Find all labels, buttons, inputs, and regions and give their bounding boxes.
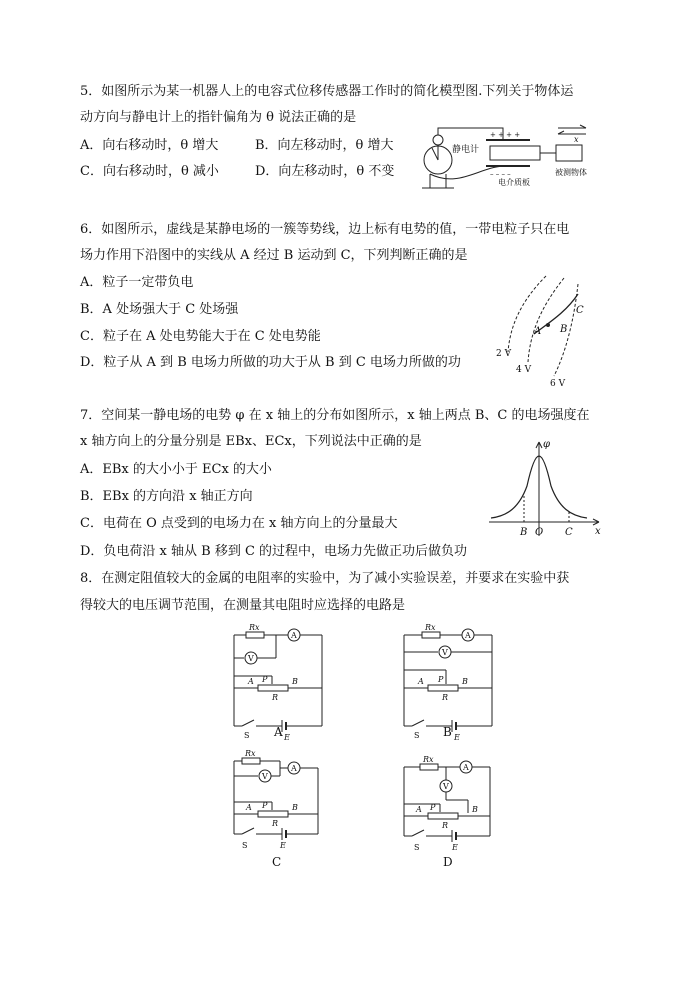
q8-circuit-b[interactable]	[398, 622, 498, 740]
pa-label: A	[416, 805, 422, 814]
q8-circuit-d[interactable]	[398, 750, 498, 868]
rx-label: Rx	[249, 623, 260, 632]
e-label: E	[284, 733, 290, 742]
pp-label: P	[430, 803, 436, 812]
voltmeter-label: V	[248, 654, 254, 663]
q7-stem-line2: x 轴方向上的分量分别是 EBx、ECx，下列说法中正确的是	[80, 434, 422, 449]
q6-stem-line1: 6．如图所示，虚线是某静电场的一簇等势线，边上标有电势的值，一带电粒子只在电	[80, 222, 570, 237]
q8-circuit-c[interactable]	[228, 750, 328, 868]
pb-label: B	[462, 677, 468, 686]
q8-caption-a: A	[274, 725, 283, 739]
pa-label: A	[418, 677, 424, 686]
q7-option-b[interactable]: B．EBx 的方向沿 x 轴正方向	[80, 489, 253, 504]
q7-option-c[interactable]: C．电荷在 O 点受到的电场力在 x 轴方向上的分量最大	[80, 516, 398, 531]
q5-option-d[interactable]: D．向左移动时，θ 不变	[255, 164, 395, 179]
q8-caption-c: C	[272, 855, 282, 869]
pb-label: B	[292, 677, 298, 686]
voltmeter-label: V	[262, 772, 268, 781]
q6-label-a: A	[534, 326, 542, 337]
q7-option-a[interactable]: A．EBx 的大小小于 ECx 的大小	[80, 462, 272, 477]
q8-caption-d: D	[443, 855, 453, 869]
r-label: R	[442, 821, 449, 830]
q6-label-4v: 4 V	[516, 365, 532, 375]
q5-option-a[interactable]: A．向右移动时，θ 增大	[80, 138, 219, 153]
pb-label: B	[292, 803, 298, 812]
rx-label: Rx	[425, 623, 436, 632]
q6-figure	[490, 272, 610, 390]
s-label: S	[242, 841, 248, 850]
q8-stem-line2: 得较大的电压调节范围，在测量其电阻时应选择的电路是	[80, 598, 406, 613]
q7-label-b: B	[520, 527, 528, 538]
q6-stem-line2: 场力作用下沿图中的实线从 A 经过 B 运动到 C，下列判断正确的是	[80, 248, 468, 263]
s-label: S	[414, 731, 420, 740]
r-label: R	[272, 819, 279, 828]
rx-label: Rx	[245, 749, 256, 758]
r-label: R	[442, 693, 449, 702]
e-label: E	[280, 841, 286, 850]
ammeter-label: A	[291, 631, 297, 640]
q5-option-c[interactable]: C．向右移动时，θ 减小	[80, 164, 219, 179]
q6-option-b[interactable]: B．A 处场强大于 C 处场强	[80, 302, 239, 317]
s-label: S	[414, 843, 420, 852]
q6-label-b: B	[560, 324, 568, 335]
ammeter-label: A	[291, 764, 297, 773]
q8-stem-line1: 8．在测定阻值较大的金属的电阻率的实验中，为了减小实验误差，并要求在实验中获	[80, 571, 570, 586]
ammeter-label: A	[463, 763, 469, 772]
q5-option-b[interactable]: B．向左移动时，θ 增大	[255, 138, 394, 153]
q8-circuit-a[interactable]	[228, 622, 328, 740]
q7-label-x: x	[595, 526, 601, 537]
e-label: E	[452, 843, 458, 852]
q6-option-d[interactable]: D．粒子从 A 到 B 电场力所做的功大于从 B 到 C 电场力所做的功	[80, 355, 461, 370]
q6-label-c: C	[576, 305, 584, 316]
q5-label-meter: 静电计	[452, 145, 480, 155]
q7-stem-line1: 7．空间某一静电场的电势 φ 在 x 轴上的分布如图所示，x 轴上两点 B、C 的电场强度在	[80, 408, 590, 423]
pp-label: P	[438, 675, 444, 684]
pp-label: P	[262, 675, 268, 684]
q6-label-6v: 6 V	[550, 379, 566, 389]
q7-label-o: O	[535, 527, 544, 538]
e-label: E	[454, 733, 460, 742]
svg-text:+ + + +: + + + +	[490, 131, 521, 139]
q5-label-dielectric: 电介质板	[498, 178, 530, 187]
pa-label: A	[246, 803, 252, 812]
q8-caption-b: B	[443, 725, 452, 739]
q5-label-object: 被测物体	[555, 168, 587, 177]
q5-figure	[408, 118, 608, 198]
q6-option-c[interactable]: C．粒子在 A 处电势能大于在 C 处电势能	[80, 329, 321, 344]
q5-stem-line2: 动方向与静电计上的指针偏角为 θ 说法正确的是	[80, 110, 357, 125]
pb-label: B	[472, 805, 478, 814]
q7-figure	[487, 436, 607, 540]
pa-label: A	[248, 677, 254, 686]
r-label: R	[272, 693, 279, 702]
ammeter-label: A	[465, 631, 471, 640]
q7-option-d[interactable]: D．负电荷沿 x 轴从 B 移到 C 的过程中，电场力先做正功后做负功	[80, 544, 468, 559]
voltmeter-label: V	[442, 648, 448, 657]
pp-label: P	[262, 801, 268, 810]
svg-text:– – – –: – – – –	[490, 170, 511, 178]
s-label: S	[244, 731, 250, 740]
q7-label-c: C	[565, 527, 573, 538]
q6-label-2v: 2 V	[496, 349, 512, 359]
q5-stem-line1: 5．如图所示为某一机器人上的电容式位移传感器工作时的简化模型图.下列关于物体运	[80, 84, 574, 99]
rx-label: Rx	[423, 755, 434, 764]
q6-option-a[interactable]: A．粒子一定带负电	[80, 275, 194, 290]
q7-label-phi: φ	[543, 439, 551, 450]
voltmeter-label: V	[443, 782, 449, 791]
q5-label-x: x	[574, 135, 579, 144]
